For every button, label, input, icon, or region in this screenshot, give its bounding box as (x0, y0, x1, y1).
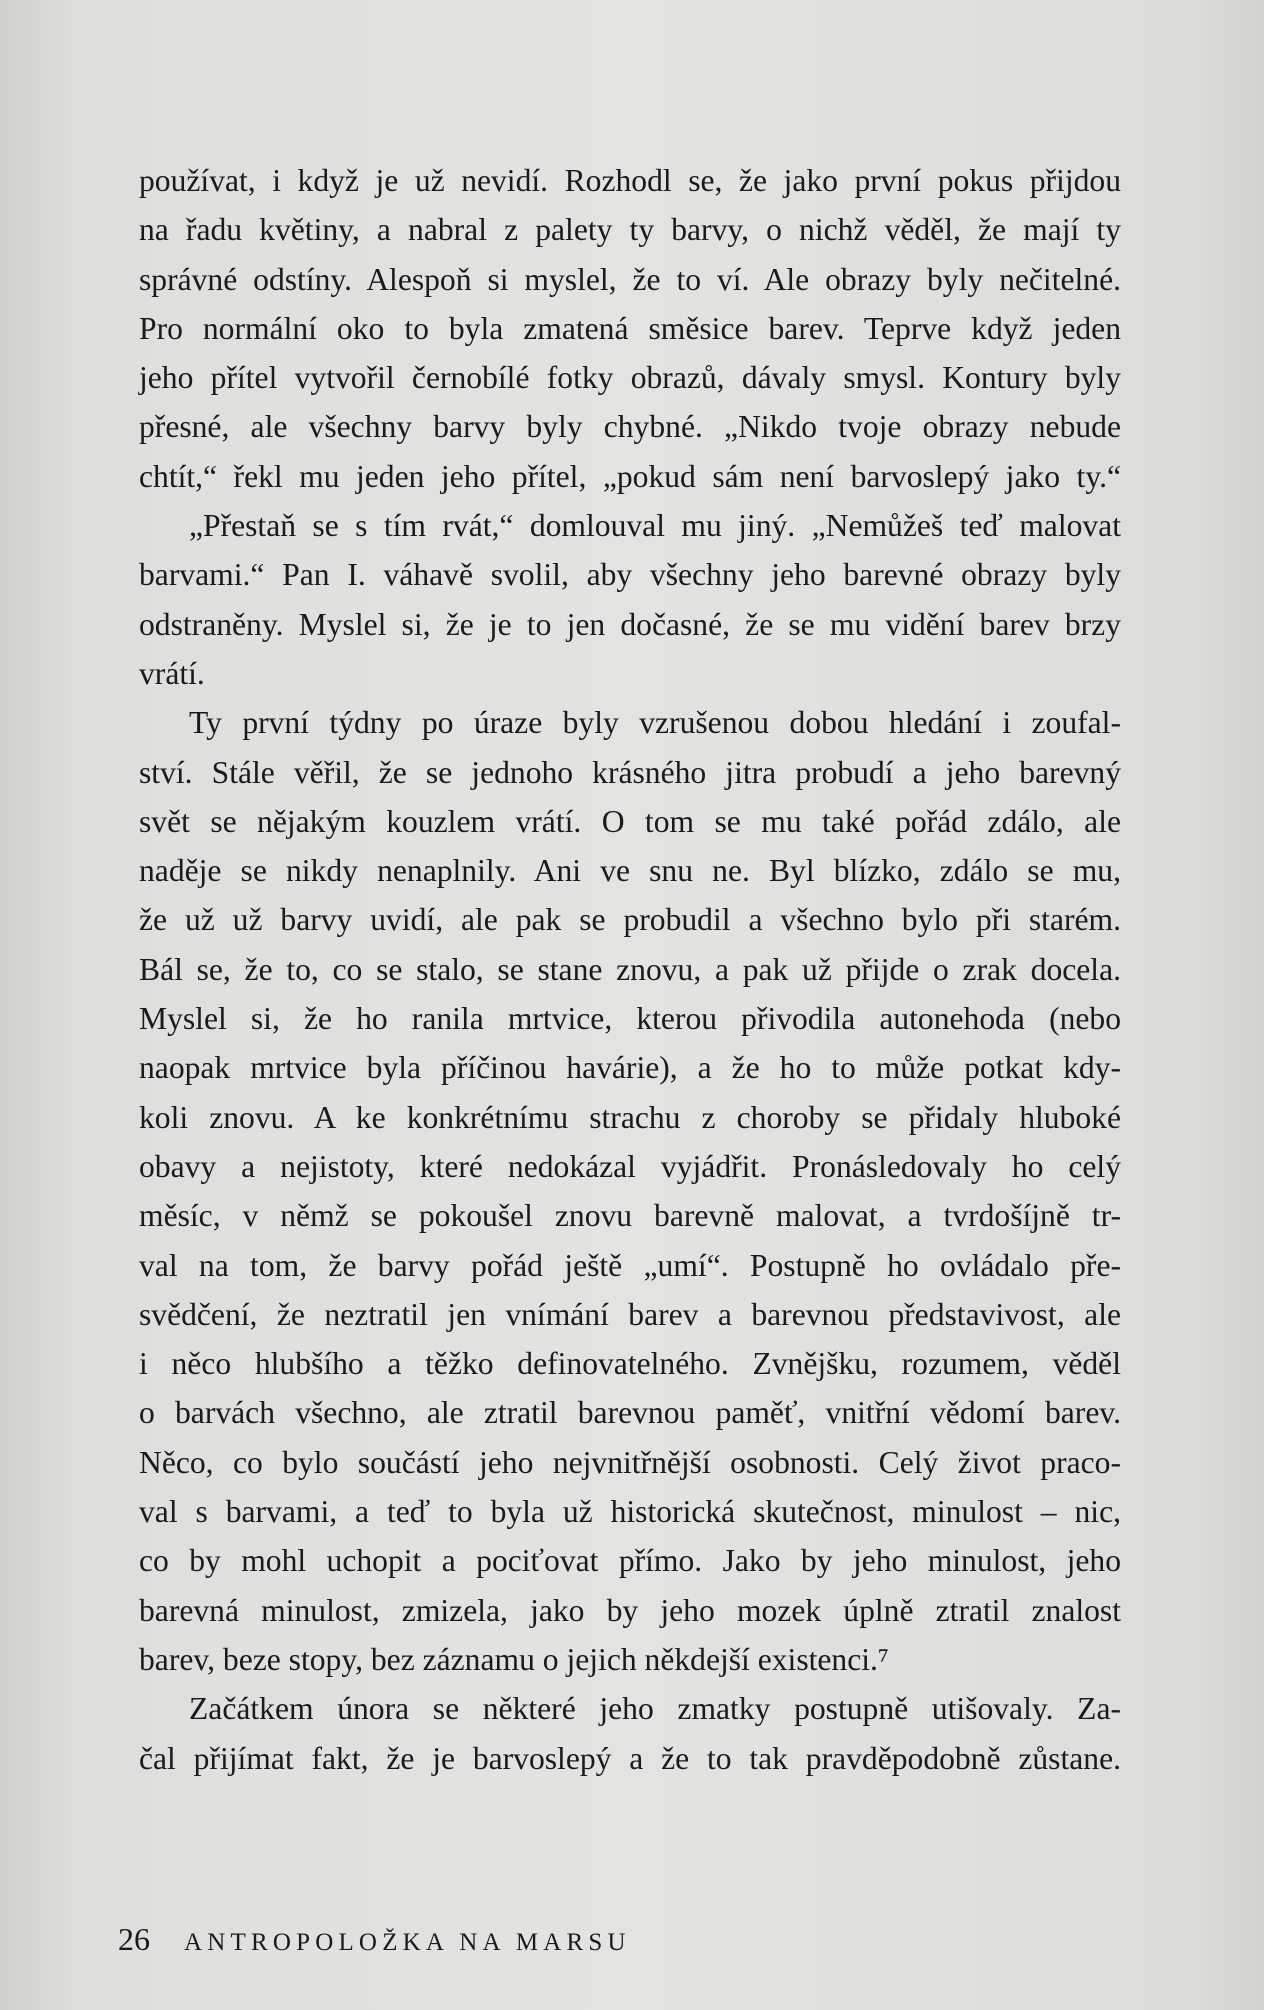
text-line: Bál se, že to, co se stalo, se stane znovu, a pak už přijde o zrak docela. (139, 951, 1121, 987)
text-line: naděje se nikdy nenaplnily. Ani ve snu ne. Byl blízko, zdálo se mu, (139, 853, 1121, 889)
text-line: jeho přítel vytvořil černobílé fotky obrazů, dávaly smysl. Kontury byly (139, 360, 1121, 396)
text-line: val na tom, že barvy pořád ještě „umí“. Postupně ho ovládalo pře- (139, 1247, 1121, 1283)
page-number: 26 (118, 1921, 150, 1957)
text-line: o barvách všechno, ale ztratil barevnou paměť, vnitřní vědomí barev. (139, 1395, 1121, 1431)
text-line: Myslel si, že ho ranila mrtvice, kterou přivodila autonehoda (nebo (139, 1001, 1121, 1037)
text-line: co by mohl uchopit a pociťovat přímo. Jako by jeho minulost, jeho (139, 1543, 1121, 1579)
running-head: ANTROPOLOŽKA NA MARSU (184, 1929, 631, 1956)
text-line: odstraněny. Myslel si, že je to jen dočasné, že se mu vidění barev brzy (139, 606, 1121, 642)
text-line: i něco hlubšího a těžko definovatelného. Zvnějšku, rozumem, věděl (139, 1346, 1121, 1382)
text-line: na řadu květiny, a nabral z palety ty barvy, o nichž věděl, že mají ty (139, 212, 1121, 248)
text-line: že už už barvy uvidí, ale pak se probudil a všechno bylo při starém. (139, 902, 1121, 938)
text-line: přesné, ale všechny barvy byly chybné. „Nikdo tvoje obrazy nebude (139, 409, 1121, 445)
text-line: měsíc, v němž se pokoušel znovu barevně malovat, a tvrdošíjně tr- (139, 1198, 1121, 1234)
text-line: Ty první týdny po úraze byly vzrušenou dobou hledání i zoufal- (189, 705, 1121, 741)
page-footer (118, 1921, 631, 1958)
text-line: naopak mrtvice byla příčinou havárie), a že ho to může potkat kdy- (139, 1050, 1121, 1086)
text-line: Něco, co bylo součástí jeho nejvnitřnější osobnosti. Celý život praco- (139, 1444, 1121, 1480)
text-line: obavy a nejistoty, které nedokázal vyjádřit. Pronásledovaly ho celý (139, 1148, 1121, 1184)
text-line: správné odstíny. Alespoň si myslel, že to ví. Ale obrazy byly nečitelné. (139, 261, 1121, 297)
text-line: Začátkem února se některé jeho zmatky postupně utišovaly. Za- (189, 1691, 1121, 1727)
text-line: svět se nějakým kouzlem vrátí. O tom se mu také pořád zdálo, ale (139, 803, 1121, 839)
text-line: barev, beze stopy, bez záznamu o jejich někdejší existenci.⁷ (139, 1641, 889, 1677)
text-line: vrátí. (139, 655, 205, 691)
text-line: barvami.“ Pan I. váhavě svolil, aby všechny jeho barevné obrazy byly (139, 557, 1121, 593)
text-line: Pro normální oko to byla zmatená směsice barev. Teprve když jeden (139, 310, 1121, 346)
text-line: val s barvami, a teď to byla už historická skutečnost, minulost – nic, (139, 1494, 1121, 1530)
text-line: čal přijímat fakt, že je barvoslepý a že to tak pravděpodobně zůstane. (139, 1740, 1121, 1776)
text-line: používat, i když je už nevidí. Rozhodl se, že jako první pokus přijdou (139, 163, 1121, 198)
text-line: chtít,“ řekl mu jeden jeho přítel, „pokud sám není barvoslepý jako ty.“ (139, 458, 1121, 494)
text-line: „Přestaň se s tím rvát,“ domlouval mu jiný. „Nemůžeš teď malovat (189, 508, 1121, 544)
text-line: koli znovu. A ke konkrétnímu strachu z choroby se přidaly hluboké (139, 1099, 1121, 1135)
text-line: barevná minulost, zmizela, jako by jeho mozek úplně ztratil znalost (139, 1592, 1121, 1628)
text-line: ství. Stále věřil, že se jednoho krásného jitra probudí a jeho barevný (139, 754, 1121, 790)
body-text (139, 156, 1121, 1783)
text-line: svědčení, že neztratil jen vnímání barev a barevnou představivost, ale (139, 1296, 1121, 1332)
